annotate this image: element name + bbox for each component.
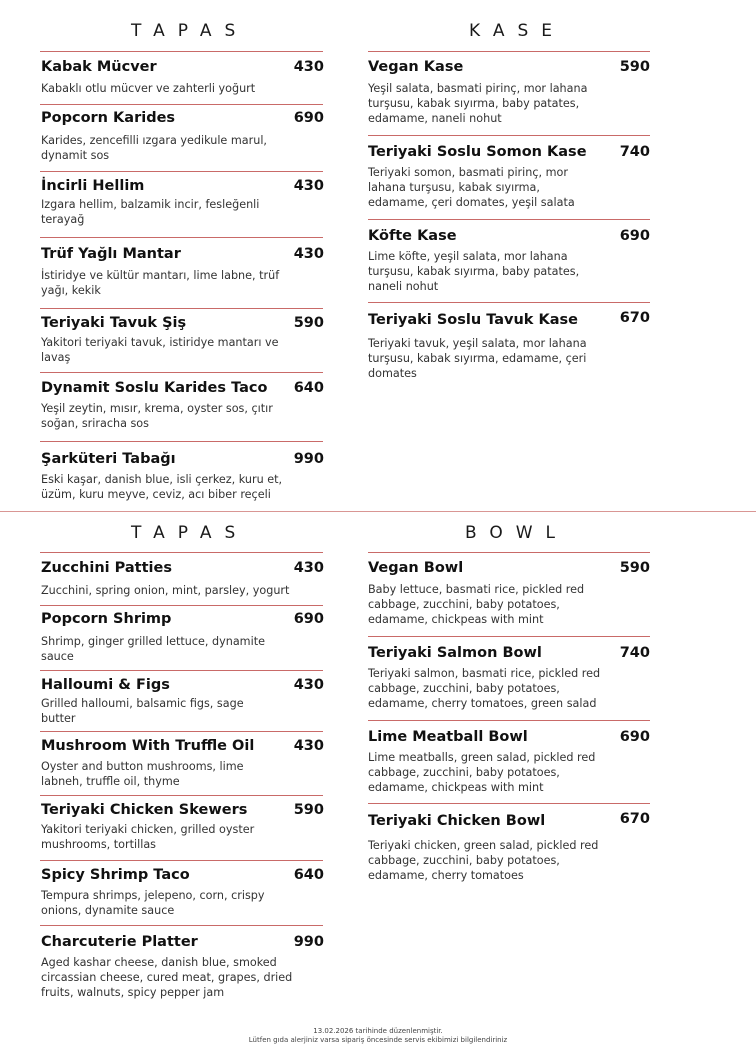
item-name: Charcuterie Platter: [41, 934, 198, 950]
item-price: 430: [293, 178, 324, 194]
divider-rule: [40, 925, 323, 926]
item-name: Teriyaki Chicken Skewers: [41, 802, 248, 818]
divider-rule: [368, 552, 650, 553]
section-title-bowl: BOWL: [465, 523, 569, 543]
item-description: Oyster and button mushrooms, lime labneh, truffle oil, thyme: [41, 760, 244, 788]
item-price: 740: [619, 144, 650, 160]
item-description: Karides, zencefilli ızgara yedikule marul, dynamit sos: [41, 134, 267, 162]
divider-rule: [40, 441, 323, 442]
divider-rule: [368, 636, 650, 637]
divider-rule: [40, 670, 323, 671]
item-description: İstiridye ve kültür mantarı, lime labne, trüf yağı, kekik: [41, 269, 280, 297]
item-price: 430: [293, 560, 324, 576]
item-price: 990: [293, 451, 324, 467]
item-description: Teriyaki chicken, green salad, pickled red cabbage, zucchini, baby potatoes, edamame, cherry tomatoes: [368, 839, 599, 882]
section-title-tapas-tr: TAPAS: [131, 21, 249, 41]
item-price: 640: [293, 867, 324, 883]
item-name: Mushroom With Truffle Oil: [41, 738, 255, 754]
item-price: 590: [293, 315, 324, 331]
item-price: 670: [619, 310, 650, 326]
divider-rule: [368, 135, 650, 136]
item-price: 590: [293, 802, 324, 818]
item-name: İncirli Hellim: [41, 178, 145, 194]
divider-rule: [40, 605, 323, 606]
section-title-tapas-en: TAPAS: [131, 523, 249, 543]
divider-rule: [368, 51, 650, 52]
item-price: 430: [293, 246, 324, 262]
item-name: Kabak Mücver: [41, 59, 157, 75]
divider-rule: [40, 860, 323, 861]
item-price: 690: [293, 110, 324, 126]
item-name: Halloumi & Figs: [41, 677, 170, 693]
item-name: Popcorn Shrimp: [41, 611, 172, 627]
item-description: Yakitori teriyaki chicken, grilled oyster mushrooms, tortillas: [41, 823, 255, 851]
item-name: Dynamit Soslu Karides Taco: [41, 380, 268, 396]
item-description: Teriyaki tavuk, yeşil salata, mor lahana turşusu, kabak sıyırma, edamame, çeri domates: [368, 337, 587, 380]
item-name: Vegan Kase: [368, 59, 464, 75]
divider-rule: [40, 552, 323, 553]
section-title-kase: KASE: [469, 21, 566, 41]
divider-rule: [368, 302, 650, 303]
item-name: Köfte Kase: [368, 228, 457, 244]
item-name: Teriyaki Soslu Somon Kase: [368, 144, 587, 160]
item-price: 430: [293, 677, 324, 693]
item-name: Şarküteri Tabağı: [41, 451, 176, 467]
footer-date: 13.02.2026 tarihinde düzenlenmiştir.: [313, 1027, 443, 1035]
item-price: 430: [293, 59, 324, 75]
item-description: Eski kaşar, danish blue, isli çerkez, kuru et, üzüm, kuru meyve, ceviz, acı biber reçeli: [41, 473, 283, 501]
divider-rule: [40, 372, 323, 373]
item-description: Grilled halloumi, balsamic figs, sage butter: [41, 697, 244, 725]
item-description: Baby lettuce, basmati rice, pickled red cabbage, zucchini, baby potatoes, edamame, chickpeas with mint: [368, 583, 585, 626]
item-price: 590: [619, 560, 650, 576]
divider-rule: [40, 795, 323, 796]
item-name: Teriyaki Salmon Bowl: [368, 645, 542, 661]
item-price: 740: [619, 645, 650, 661]
item-price: 640: [293, 380, 324, 396]
divider-rule: [368, 803, 650, 804]
item-description: Teriyaki somon, basmati pirinç, mor lahana turşusu, kabak sıyırma, edamame, çeri domates, yeşil salata: [368, 166, 575, 209]
item-description: Teriyaki salmon, basmati rice, pickled red cabbage, zucchini, baby potatoes, edamame, cherry tomatoes, green salad: [368, 667, 601, 710]
divider-rule: [40, 308, 323, 309]
divider-rule: [40, 104, 323, 105]
item-price: 670: [619, 811, 650, 827]
item-name: Teriyaki Chicken Bowl: [368, 813, 546, 829]
footer-note: [0, 1027, 756, 1045]
item-description: Izgara hellim, balzamik incir, fesleğenli terayağ: [41, 198, 260, 226]
item-name: Popcorn Karides: [41, 110, 176, 126]
page-divider: [0, 511, 756, 512]
item-description: Tempura shrimps, jelepeno, corn, crispy onions, dynamite sauce: [41, 889, 265, 917]
item-price: 430: [293, 738, 324, 754]
divider-rule: [40, 51, 323, 52]
item-price: 690: [619, 228, 650, 244]
item-description: Zucchini, spring onion, mint, parsley, yogurt: [41, 584, 290, 597]
item-name: Trüf Yağlı Mantar: [41, 246, 181, 262]
item-description: Aged kashar cheese, danish blue, smoked circassian cheese, cured meat, grapes, dried fruits, walnuts, spicy pepper jam: [41, 956, 293, 999]
divider-rule: [40, 171, 323, 172]
divider-rule: [368, 219, 650, 220]
item-description: Kabaklı otlu mücver ve zahterli yoğurt: [41, 82, 256, 95]
item-description: Yeşil zeytin, mısır, krema, oyster sos, çıtır soğan, sriracha sos: [41, 402, 273, 430]
item-name: Vegan Bowl: [368, 560, 464, 576]
item-name: Zucchini Patties: [41, 560, 172, 576]
item-name: Teriyaki Tavuk Şiş: [41, 315, 187, 331]
item-description: Lime meatballs, green salad, pickled red cabbage, zucchini, baby potatoes, edamame, chickpeas with mint: [368, 751, 596, 794]
divider-rule: [368, 720, 650, 721]
item-name: Spicy Shrimp Taco: [41, 867, 190, 883]
item-description: Yeşil salata, basmati pirinç, mor lahana turşusu, kabak sıyırma, baby patates, edamame, naneli nohut: [368, 82, 588, 125]
divider-rule: [40, 237, 323, 238]
item-description: Shrimp, ginger grilled lettuce, dynamite sauce: [41, 635, 265, 663]
footer-allergy-note: Lütfen gıda alerjiniz varsa sipariş öncesinde servis ekibimizi bilgilendiriniz: [248, 1036, 508, 1044]
item-name: Teriyaki Soslu Tavuk Kase: [368, 312, 578, 328]
item-price: 590: [619, 59, 650, 75]
item-price: 690: [293, 611, 324, 627]
item-description: Yakitori teriyaki tavuk, istiridye mantarı ve lavaş: [41, 336, 279, 364]
item-price: 690: [619, 729, 650, 745]
item-name: Lime Meatball Bowl: [368, 729, 528, 745]
divider-rule: [40, 731, 323, 732]
item-price: 990: [293, 934, 324, 950]
item-description: Lime köfte, yeşil salata, mor lahana turşusu, kabak sıyırma, baby patates, naneli nohut: [368, 250, 580, 293]
